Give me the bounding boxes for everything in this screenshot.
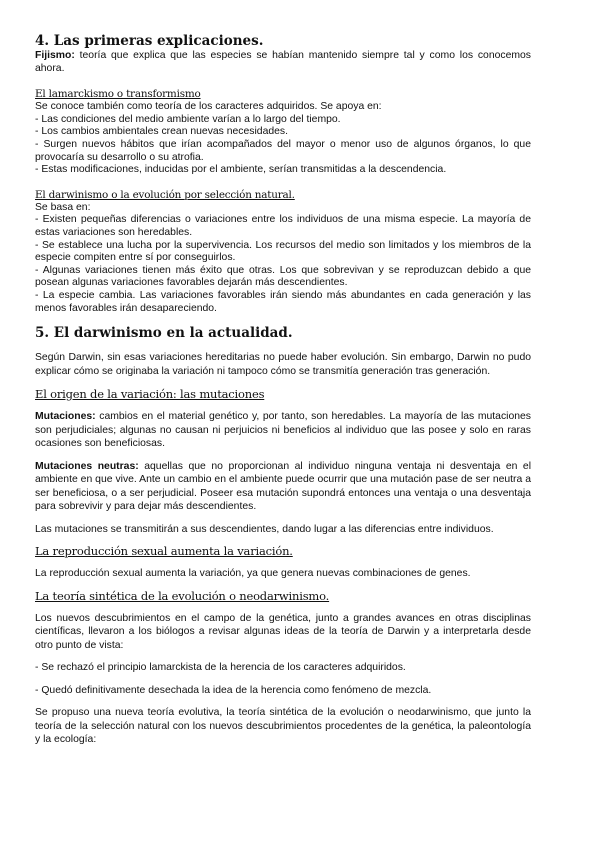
darwinismo-item: - La especie cambia. Las variaciones favorables irán siendo más abundantes en cada generación y las menos favorables irán desapareciendo. (35, 289, 531, 314)
section-4-title: 4. Las primeras explicaciones. (35, 33, 264, 49)
fijismo-term: Fijismo: (35, 50, 75, 61)
teoria-sintetica-bullet: - Se rechazó el principio lamarckista de la herencia de los caracteres adquiridos. (35, 662, 406, 674)
section-5-intro: Según Darwin, sin esas variaciones hereditarias no puede haber evolución. Sin embargo, Darwin no pudo explicar cómo se originaba la variación ni tampoco cómo se transmitía generación tras generación. (35, 352, 531, 377)
teoria-sintetica-p1: Los nuevos descubrimientos en el campo de la genética, junto a grandes avances en otras disciplinas científicas, llevaron a los biólogos a revisar algunas ideas de la teoría de Darwin y a interpretarla desde otro punto de vista: (35, 612, 531, 651)
lamarckismo-item: - Surgen nuevos hábitos que irían acompañados del mayor o menor uso de algunos órganos, lo que provocaría su desarrollo o su atrofia. (35, 138, 531, 163)
fijismo-text: teoría que explica que las especies se habían mantenido siempre tal y como los conocemos ahora. (35, 50, 531, 74)
darwinismo-item: - Se establece una lucha por la supervivencia. Los recursos del medio son limitados y los miembros de la especie compiten entre sí por conseguirlos. (35, 239, 531, 264)
darwinismo-item: - Algunas variaciones tienen más éxito que otras. Los que sobrevivan y se reproduzcan debido a que posean algunas variaciones favorables dejarán más descendientes. (35, 264, 531, 289)
section-5-title: 5. El darwinismo en la actualidad. (35, 325, 293, 342)
reproduccion-sexual-heading: La reproducción sexual aumenta la variación. (35, 544, 293, 559)
lamarckismo-item: - Estas modificaciones, inducidas por el ambiente, serían transmitidas a la descendencia. (35, 164, 447, 176)
darwinismo-item: - Existen pequeñas diferencias o variaciones entre los individuos de una misma especie. La mayoría de estas variaciones son heredables. (35, 214, 531, 238)
teoria-sintetica-heading: La teoría sintética de la evolución o neodarwinismo. (35, 588, 330, 603)
fijismo-definition (35, 50, 531, 75)
reproduccion-sexual-text: La reproducción sexual aumenta la variación, ya que genera nuevas combinaciones de genes. (35, 568, 471, 580)
lamarckismo-item: - Las condiciones del medio ambiente varían a lo largo del tiempo. (35, 113, 341, 125)
mutaciones-text: cambios en el material genético y, por tanto, son heredables. La mayoría de las mutaciones son perjudiciales; algunas no causan ni perjuicios ni beneficios al individuo que las posee y solo en raras ocasiones son beneficiosas. (35, 411, 531, 450)
mutaciones-term: Mutaciones: (35, 411, 96, 423)
teoria-sintetica-p2: Se propuso una nueva teoría evolutiva, la teoría sintética de la evolución o neodarwinismo, que junto la teoría de la selección natural con los nuevos descubrimientos procedentes de la genética, la paleontología y la ecología: (35, 707, 531, 746)
mutaciones-neutras-term: Mutaciones neutras: (35, 460, 139, 472)
lamarckismo-item: - Los cambios ambientales crean nuevas necesidades. (35, 126, 288, 138)
mutaciones-transmision: Las mutaciones se transmitirán a sus descendientes, dando lugar a las diferencias entre individuos. (35, 523, 494, 535)
lamarckismo-heading: El lamarckismo o transformismo (35, 88, 201, 101)
mutaciones-neutras-definition (35, 460, 531, 514)
mutaciones-definition (35, 410, 531, 451)
teoria-sintetica-bullet: - Quedó definitivamente desechada la idea de la herencia como fenómeno de mezcla. (35, 684, 432, 696)
darwinismo-intro: Se basa en: (35, 201, 91, 213)
darwinismo-heading: El darwinismo o la evolución por selección natural. (35, 188, 295, 201)
mutaciones-neutras-text: aquellas que no proporcionan al individuo ninguna ventaja ni desventaja en el ambiente en que vive. Ante un cambio en el ambiente puede ocurrir que una mutación pase de ser neutra a ser beneficiosa, o a ser perjudicial. Poseer esa mutación supondrá entonces una ventaja o una desventaja para sobrevivir y para dejar más descendientes. (35, 460, 531, 513)
origen-variacion-heading: El origen de la variación: las mutaciones (35, 387, 265, 402)
lamarckismo-intro: Se conoce también como teoría de los caracteres adquiridos. Se apoya en: (35, 101, 382, 113)
document-page (35, 33, 531, 747)
